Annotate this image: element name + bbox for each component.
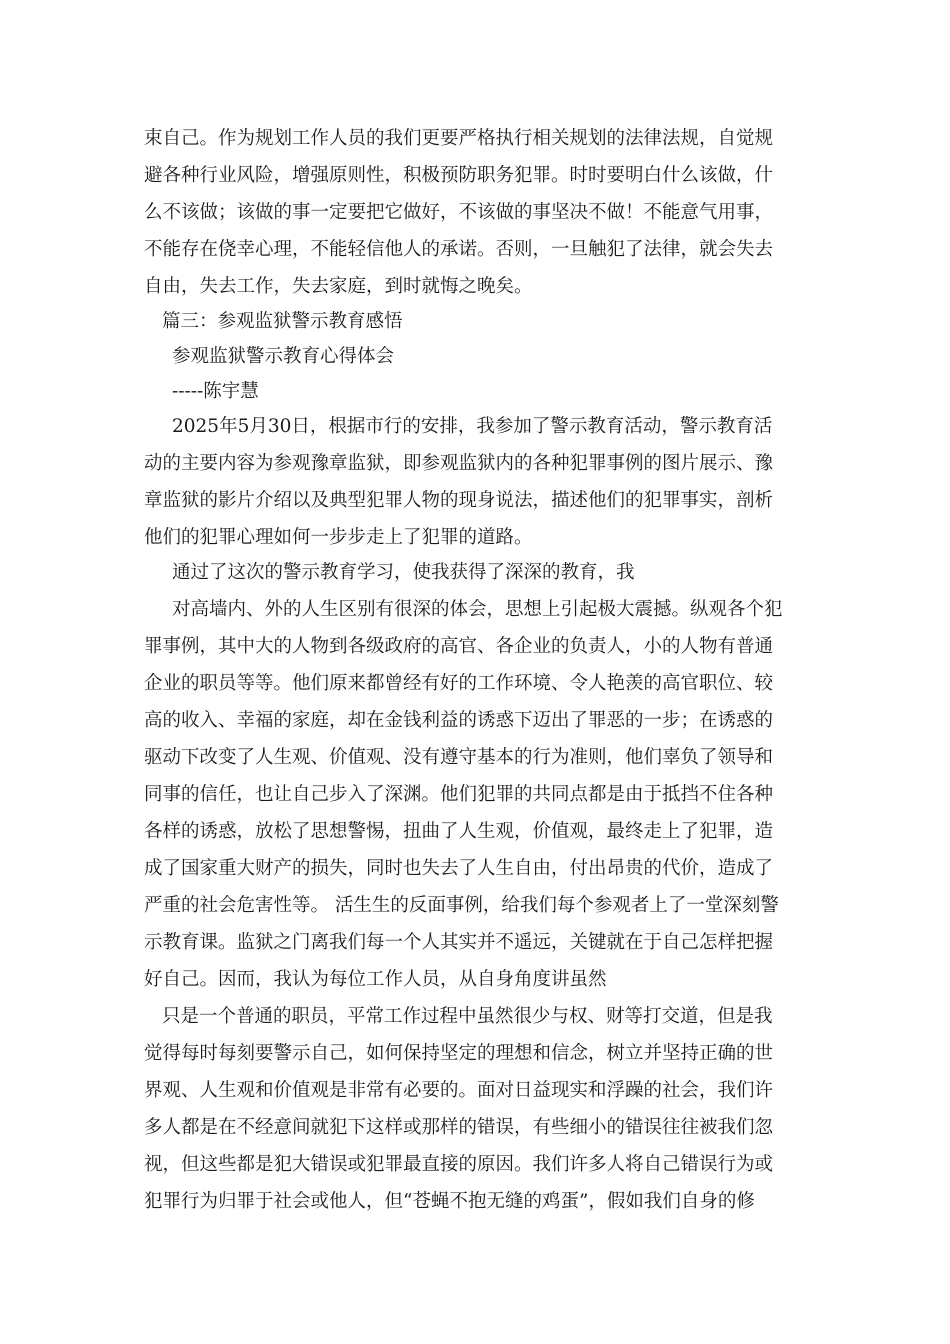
author-byline: -----陈宇慧 bbox=[172, 381, 259, 402]
text-line: 犯罪行为归罪于社会或他人，但“苍蝇不抱无缝的鸡蛋”，假如我们自身的修 bbox=[144, 1191, 755, 1212]
text-line: 觉得每时每刻要警示自己，如何保持坚定的理想和信念，树立并坚持正确的世 bbox=[144, 1043, 774, 1064]
text-line: 避各种行业风险，增强原则性，积极预防职务犯罪。时时要明白什么该做，什 bbox=[144, 165, 774, 186]
text-line: 高的收入、幸福的家庭，却在金钱利益的诱惑下迈出了罪恶的一步；在诱惑的 bbox=[144, 710, 774, 731]
text-line: 好自己。因而，我认为每位工作人员，从自身角度讲虽然 bbox=[144, 969, 607, 990]
text-line: 驱动下改变了人生观、价值观、没有遵守基本的行为准则，他们辜负了领导和 bbox=[144, 747, 774, 768]
text-line: 不能存在侥幸心理，不能轻信他人的承诺。否则，一旦触犯了法律，就会失去 bbox=[144, 239, 774, 260]
text-line: 视，但这些都是犯大错误或犯罪最直接的原因。我们许多人将自己错误行为或 bbox=[144, 1154, 774, 1175]
text-line: 企业的职员等等。他们原来都曾经有好的工作环境、令人艳羡的高官职位、较 bbox=[144, 673, 774, 694]
section-heading: 篇三：参观监狱警示教育感悟 bbox=[162, 311, 403, 332]
text-line: 严重的社会危害性等。 活生生的反面事例，给我们每个参观者上了一堂深刻警 bbox=[144, 895, 779, 916]
text-line: 2025年5月30日，根据市行的安排，我参加了警示教育活动，警示教育活 bbox=[172, 416, 773, 437]
text-line: 同事的信任，也让自己步入了深渊。他们犯罪的共同点都是由于抵挡不住各种 bbox=[144, 784, 774, 805]
text-line: 示教育课。监狱之门离我们每一个人其实并不遥远，关键就在于自己怎样把握 bbox=[144, 932, 774, 953]
text-line: 么不该做；该做的事一定要把它做好，不该做的事坚决不做！不能意气用事， bbox=[144, 202, 774, 223]
text-line: 通过了这次的警示教育学习，使我获得了深深的教育，我 bbox=[172, 562, 635, 583]
text-line: 动的主要内容为参观豫章监狱，即参观监狱内的各种犯罪事例的图片展示、豫 bbox=[144, 453, 774, 474]
text-line: 多人都是在不经意间就犯下这样或那样的错误，有些细小的错误往往被我们忽 bbox=[144, 1117, 774, 1138]
text-line: 只是一个普通的职员，平常工作过程中虽然很少与权、财等打交道，但是我 bbox=[162, 1006, 773, 1027]
article-title: 参观监狱警示教育心得体会 bbox=[172, 346, 395, 367]
text-line: 他们的犯罪心理如何一步步走上了犯罪的道路。 bbox=[144, 527, 533, 548]
text-line: 各样的诱惑，放松了思想警惕，扭曲了人生观，价值观，最终走上了犯罪，造 bbox=[144, 821, 774, 842]
text-line: 对高墙内、外的人生区别有很深的体会，思想上引起极大震撼。纵观各个犯 bbox=[172, 599, 783, 620]
text-line: 界观、人生观和价值观是非常有必要的。面对日益现实和浮躁的社会，我们许 bbox=[144, 1080, 774, 1101]
text-line: 自由，失去工作，失去家庭，到时就悔之晚矣。 bbox=[144, 276, 533, 297]
text-line: 罪事例，其中大的人物到各级政府的高官、各企业的负责人，小的人物有普通 bbox=[144, 636, 774, 657]
text-line: 束自己。作为规划工作人员的我们更要严格执行相关规划的法律法规，自觉规 bbox=[144, 128, 774, 149]
text-line: 成了国家重大财产的损失，同时也失去了人生自由，付出昂贵的代价，造成了 bbox=[144, 858, 774, 879]
text-line: 章监狱的影片介绍以及典型犯罪人物的现身说法，描述他们的犯罪事实，剖析 bbox=[144, 490, 774, 511]
